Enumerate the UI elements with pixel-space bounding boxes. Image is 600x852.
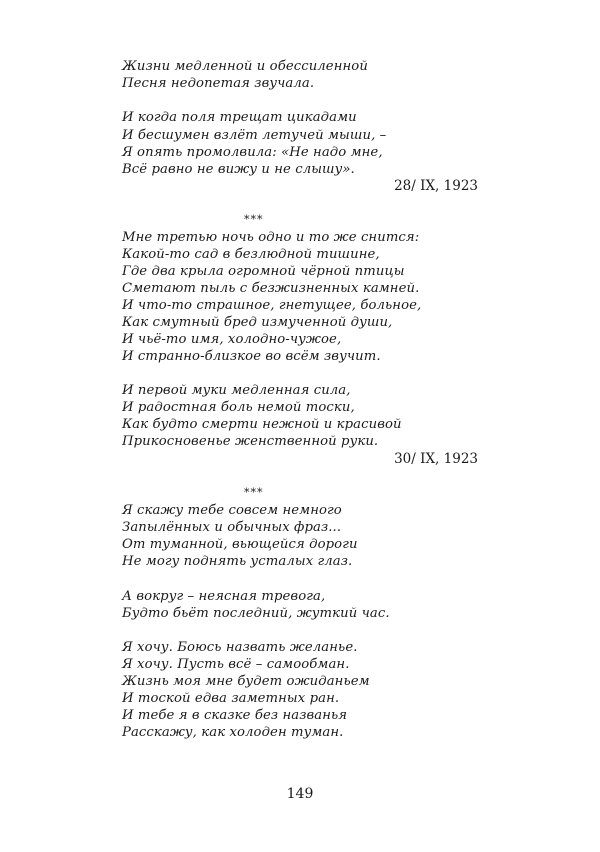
poem-line: Где два крыла огромной чёрной птицы bbox=[122, 264, 405, 279]
poem-line: Как будто смерти нежной и красивой bbox=[122, 417, 402, 432]
poem-line: И чьё-то имя, холодно-чужое, bbox=[122, 332, 342, 347]
page-number: 149 bbox=[286, 786, 314, 802]
poem-line: И что-то страшное, гнетущее, больное, bbox=[122, 298, 422, 313]
poem-line: Сметают пыль с безжизненных камней. bbox=[122, 281, 420, 296]
poem-line: И бесшумен взлёт летучей мыши, – bbox=[122, 128, 387, 143]
poem-line: Будто бьёт последний, жуткий час. bbox=[122, 606, 390, 621]
poem-line: А вокруг – неясная тревога, bbox=[122, 589, 326, 604]
section-separator: *** bbox=[244, 213, 264, 226]
poem-line: Не могу поднять усталых глаз. bbox=[122, 554, 353, 569]
poem-line: Я хочу. Боюсь назвать желанье. bbox=[122, 640, 358, 655]
poem-line: И когда поля трещат цикадами bbox=[122, 110, 357, 125]
poem-line: Жизнь моя мне будет ожиданьем bbox=[122, 674, 370, 689]
poem-line: От туманной, вьющейся дороги bbox=[122, 537, 358, 552]
poem-line: Расскажу, как холоден туман. bbox=[122, 725, 344, 740]
poem-line: И тебе я в сказке без названья bbox=[122, 708, 348, 723]
poem-date: 28/ IX, 1923 bbox=[394, 178, 478, 194]
poem-line: И тоской едва заметных ран. bbox=[122, 691, 340, 706]
poem-line: Запылённых и обычных фраз... bbox=[122, 520, 342, 535]
poem-line: Всё равно не вижу и не слышу». bbox=[122, 162, 355, 177]
poem-line: И первой муки медленная сила, bbox=[122, 383, 351, 398]
poem-line: И странно-близкое во всём звучит. bbox=[122, 349, 381, 364]
poem-line: Мне третью ночь одно и то же снится: bbox=[122, 230, 420, 245]
poem-line: Какой-то сад в безлюдной тишине, bbox=[122, 247, 380, 262]
poem-line: Я скажу тебе совсем немного bbox=[122, 503, 342, 518]
poem-line: Жизни медленной и обессиленной bbox=[122, 59, 368, 74]
poem-date: 30/ IX, 1923 bbox=[394, 451, 478, 467]
poem-line: Как смутный бред измученной души, bbox=[122, 315, 393, 330]
poem-line: Прикосновенье женственной руки. bbox=[122, 434, 379, 449]
section-separator: *** bbox=[244, 486, 264, 499]
poem-line: Я хочу. Пусть всё – самообман. bbox=[122, 657, 350, 672]
poem-line: Я опять промолвила: «Не надо мне, bbox=[122, 145, 383, 160]
poem-line: И радостная боль немой тоски, bbox=[122, 400, 355, 415]
poem-line: Песня недопетая звучала. bbox=[122, 76, 315, 91]
